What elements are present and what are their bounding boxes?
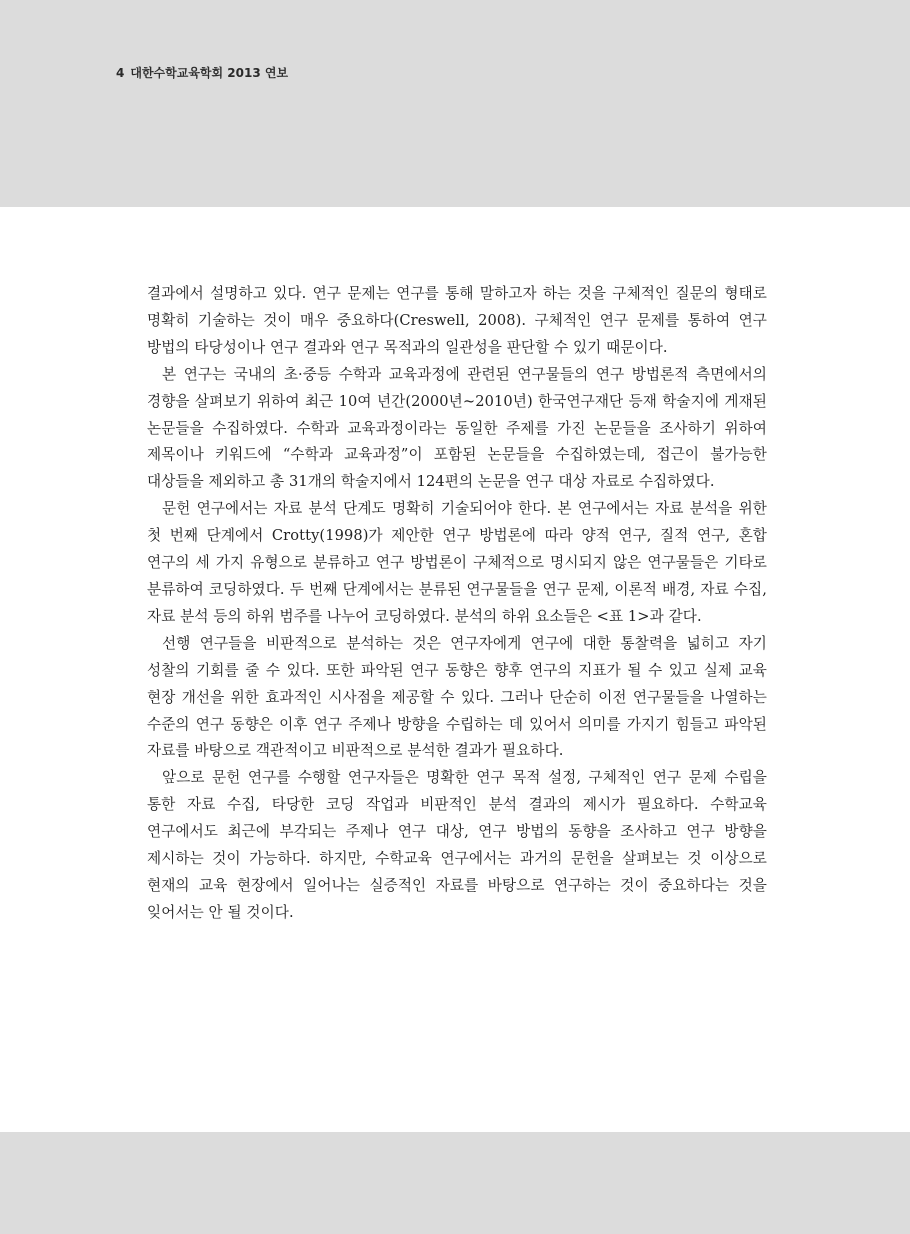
paragraph-4: 선행 연구들을 비판적으로 분석하는 것은 연구자에게 연구에 대한 통찰력을 넓히고 자기 성찰의 기회를 줄 수 있다. 또한 파악된 연구 동향은 향후 연구의 지표가 될 수 있고 실제 교육 현장 개선을 위한 효과적인 시사점을 제공할 수 있다. 그러나 단순히 이전 연구물들을 나열하는 수준의 연구 동향은 이후 연구 주제나 방향을 수립하는 데 있어서 의미를 가지기 힘들고 파악된 자료를 바탕으로 객관적이고 비판적으로 분석한 결과가 필요하다.: [147, 634, 767, 760]
journal-title: 대한수학교육학회 2013 연보: [130, 66, 289, 80]
top-margin-band: [0, 0, 910, 207]
body-text: [147, 281, 767, 927]
paragraph-2: 본 연구는 국내의 초·중등 수학과 교육과정에 관련된 연구물들의 연구 방법론적 측면에서의 경향을 살펴보기 위하여 최근 10여 년간(2000년~2010년) 한국연구재단 등재 학술지에 게재된 논문들을 수집하였다. 수학과 교육과정이라는 동일한 주제를 가진 논문들을 조사하기 위하여 제목이나 키워드에 “수학과 교육과정”이 포함된 논문들을 수집하였는데, 접근이 불가능한 대상들을 제외하고 총 31개의 학술지에서 124편의 논문을 연구 대상 자료로 수집하였다.: [147, 365, 767, 491]
document-page: [0, 207, 910, 1127]
paragraph-1: 결과에서 설명하고 있다. 연구 문제는 연구를 통해 말하고자 하는 것을 구체적인 질문의 형태로 명확히 기술하는 것이 매우 중요하다(Creswell, 2008). 구체적인 연구 문제를 통하여 연구 방법의 타당성이나 연구 결과와 연구 목적과의 일관성을 판단할 수 있기 때문이다.: [147, 285, 767, 356]
paragraph-5: 앞으로 문헌 연구를 수행할 연구자들은 명확한 연구 목적 설정, 구체적인 연구 문제 수립을 통한 자료 수집, 타당한 코딩 작업과 비판적인 분석 결과의 제시가 필요하다. 수학교육 연구에서도 최근에 부각되는 주제나 연구 대상, 연구 방법의 동향을 조사하고 연구 방향을 제시하는 것이 가능하다. 하지만, 수학교육 연구에서는 과거의 문헌을 살펴보는 것 이상으로 현재의 교육 현장에서 일어나는 실증적인 자료를 바탕으로 연구하는 것이 중요하다는 것을 잊어서는 안 될 것이다.: [147, 769, 767, 921]
bottom-margin-band: [0, 1132, 910, 1234]
page-number: 4: [116, 66, 125, 80]
paragraph-3: 문헌 연구에서는 자료 분석 단계도 명확히 기술되어야 한다. 본 연구에서는 자료 분석을 위한 첫 번째 단계에서 Crotty(1998)가 제안한 연구 방법론에 따라 양적 연구, 질적 연구, 혼합 연구의 세 가지 유형으로 분류하고 연구 방법론이 구체적으로 명시되지 않은 연구물들은 기타로 분류하여 코딩하였다. 두 번째 단계에서는 분류된 연구물들을 연구 문제, 이론적 배경, 자료 수집, 자료 분석 등의 하위 범주를 나누어 코딩하였다. 분석의 하위 요소들은 <표 1>과 같다.: [147, 500, 767, 625]
running-header: [116, 64, 288, 81]
